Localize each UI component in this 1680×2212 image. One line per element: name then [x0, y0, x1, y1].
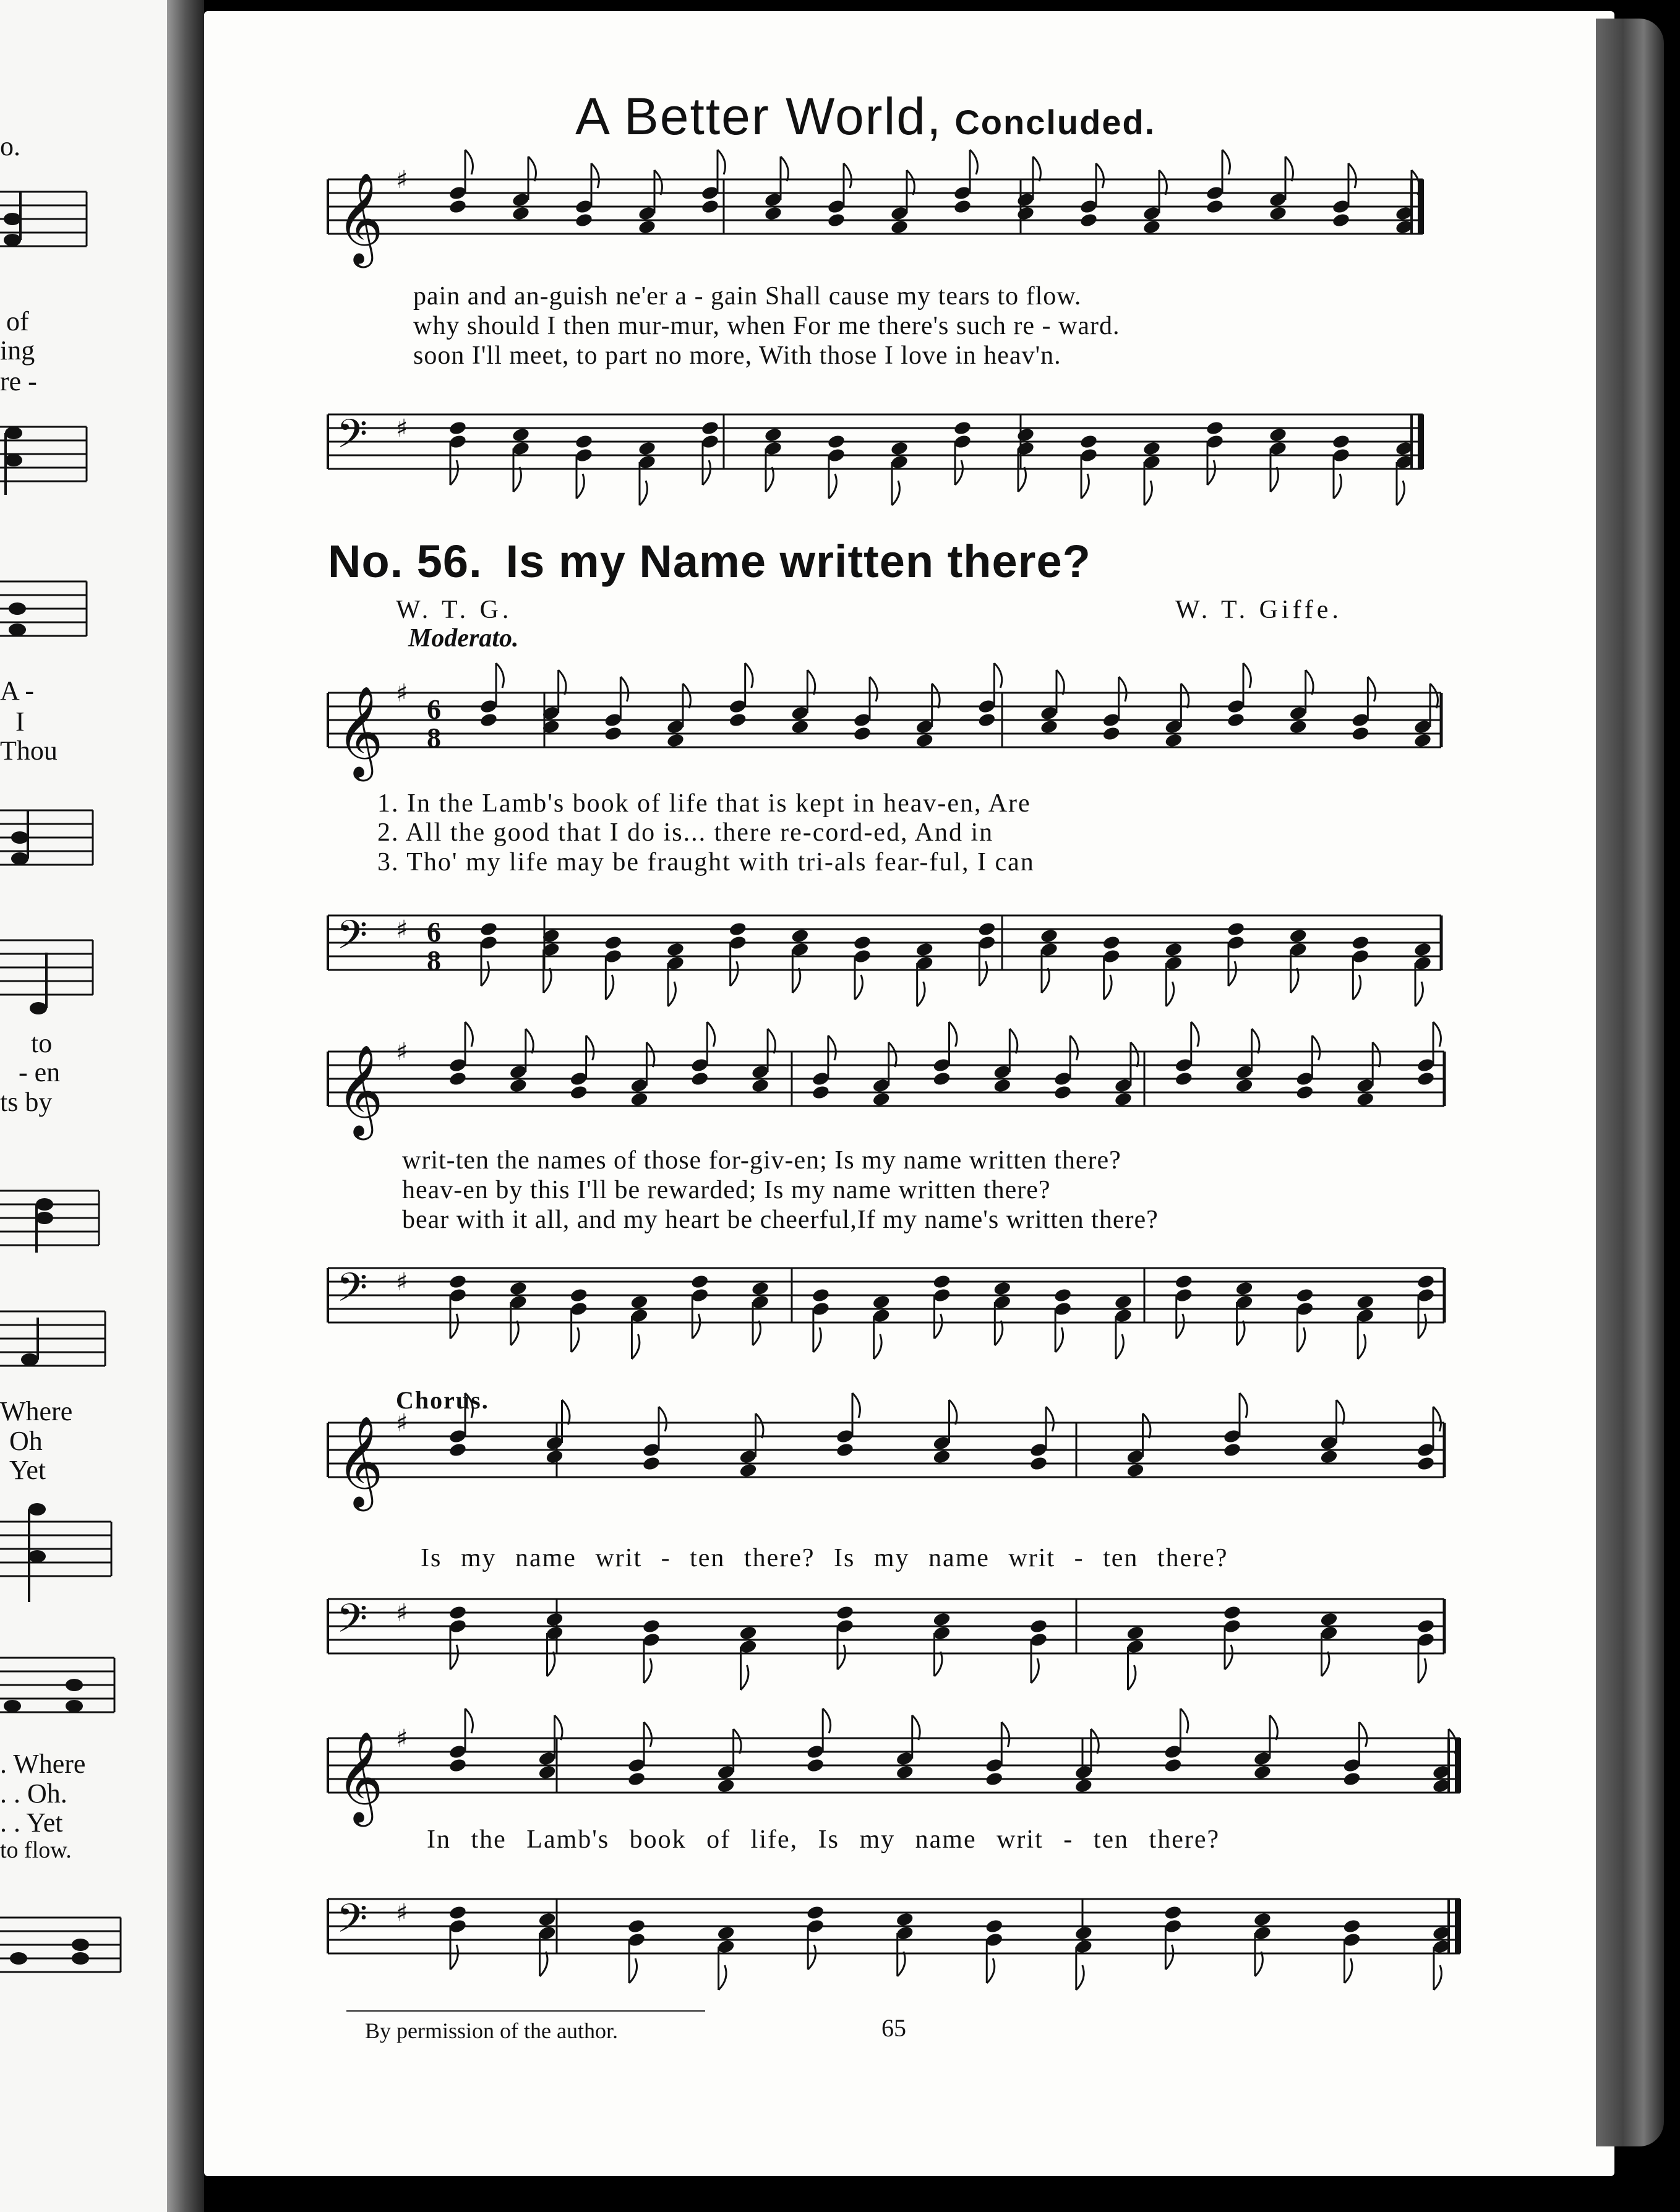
note-head [1174, 1274, 1193, 1290]
song-title-text: A Better World, [575, 87, 943, 145]
page-edge [1596, 19, 1664, 2146]
note-head [716, 1778, 735, 1794]
note-head [739, 1625, 758, 1641]
note-head [1227, 921, 1246, 937]
note-head [638, 219, 657, 235]
sharp-icon: ♯ [396, 1599, 408, 1627]
treble-clef-icon: 𝄞 [336, 1731, 384, 1823]
note-head [1029, 1455, 1048, 1472]
note-head [1079, 434, 1099, 450]
left-fragment: . . Oh. [0, 1778, 67, 1809]
lyric-line: why should I then mur-mur, when For me there's such re - ward. [413, 312, 1120, 340]
time-signature-bottom: 8 [427, 945, 441, 976]
note-head [1319, 1611, 1339, 1627]
left-staff-fragment [0, 1178, 118, 1271]
note-head [1142, 440, 1162, 457]
bass-clef-icon: 𝄢 [336, 1596, 368, 1652]
note-head [1416, 1071, 1436, 1087]
note-head [1040, 928, 1059, 944]
left-staff-fragment [0, 408, 118, 501]
note-head [993, 1280, 1012, 1297]
note-head [1269, 427, 1288, 443]
system1-bass-staff [322, 390, 1447, 513]
system3-treble-staff [322, 1027, 1447, 1151]
left-fragment: Thou [0, 735, 58, 766]
left-fragment: Yet [9, 1455, 46, 1485]
note-head [1235, 1078, 1254, 1094]
note-head [642, 1455, 661, 1472]
verse-line: bear with it all, and my heart be cheerful,If my name's written there? [402, 1206, 1159, 1234]
note-head [1102, 935, 1121, 951]
left-fragment: . . Yet [0, 1807, 63, 1838]
lyric-line: soon I'll meet, to part no more, With those I love in heav'n. [413, 341, 1061, 370]
note-head [1164, 941, 1183, 958]
note-head [1235, 1280, 1254, 1297]
note-head [993, 1078, 1012, 1094]
left-fragment: - en [19, 1057, 61, 1087]
note-head [509, 1078, 528, 1094]
note-head [545, 1449, 564, 1465]
treble-clef-icon: 𝄞 [336, 685, 384, 778]
note-head [1332, 212, 1351, 228]
music-credit: W. T. Giffe. [1175, 596, 1342, 624]
note-head [630, 1294, 649, 1310]
book-gutter [167, 0, 204, 2212]
note-head [666, 732, 685, 748]
note-head [1416, 1455, 1436, 1472]
sharp-icon: ♯ [396, 915, 408, 944]
note-head [827, 212, 846, 228]
bass-clef-icon: 𝄢 [336, 411, 368, 467]
left-fragment: Where [0, 1396, 73, 1426]
note-head [812, 1084, 831, 1100]
note-head [479, 921, 499, 937]
left-staff-fragment [0, 1299, 118, 1392]
system4-bass-staff [322, 1580, 1447, 1704]
note-head [448, 420, 468, 436]
left-fragment: ing [0, 335, 35, 366]
note-head [895, 1911, 914, 1927]
note-head [932, 1449, 951, 1465]
lyric-line: pain and an-guish ne'er a - gain Shall cause my tears to flow. [413, 282, 1082, 311]
left-staff-fragment [0, 1497, 118, 1621]
bass-clef-icon: 𝄢 [336, 912, 368, 968]
note-head [1269, 205, 1288, 221]
note-head [1074, 1925, 1094, 1941]
chorus-line: Is my name writ - ten there? Is my name writ - ten there? [421, 1544, 1228, 1572]
note-head [1053, 1287, 1073, 1303]
note-head [1342, 1918, 1361, 1934]
note-head [690, 1274, 709, 1290]
note-head [509, 1280, 528, 1297]
hymn-title-text: Is my Name written there? [505, 536, 1091, 587]
note-head [716, 1925, 735, 1941]
chorus-label: Chorus. [396, 1386, 489, 1414]
note-head [575, 434, 594, 450]
note-head [1016, 205, 1035, 221]
note-head [1102, 726, 1121, 742]
note-head [953, 420, 972, 436]
treble-clef-icon: 𝄞 [336, 172, 384, 264]
left-fragment: ts by [0, 1087, 53, 1117]
hymn-title [328, 535, 1091, 588]
left-staff-fragment [0, 928, 118, 1027]
note-head [512, 205, 531, 221]
note-head [448, 1905, 468, 1921]
note-head [1114, 1294, 1133, 1310]
sharp-icon: ♯ [396, 1409, 408, 1438]
note-head [1126, 1462, 1145, 1478]
note-head [890, 219, 909, 235]
note-head [1164, 1905, 1183, 1921]
words-credit: W. T. G. [396, 596, 513, 624]
left-staff-fragment [0, 798, 118, 891]
note-head [545, 1611, 564, 1627]
note-head [827, 434, 846, 450]
note-head [895, 1764, 914, 1780]
permission-note: By permission of the author. [365, 2018, 618, 2043]
note-head [690, 1071, 709, 1087]
note-head [1040, 719, 1059, 735]
note-head [1356, 1091, 1375, 1107]
tempo-marking: Moderato. [408, 624, 519, 653]
treble-clef-icon: 𝄞 [336, 1044, 384, 1136]
note-head [627, 1771, 646, 1787]
note-head [1223, 1605, 1242, 1621]
note-head [569, 1287, 588, 1303]
system2-treble-staff [322, 656, 1447, 779]
note-head [538, 1764, 557, 1780]
note-head [666, 941, 685, 958]
left-fragment: . Where [0, 1749, 86, 1779]
note-head [1079, 212, 1099, 228]
note-head [806, 1905, 825, 1921]
note-head [701, 420, 720, 436]
note-head [1413, 941, 1433, 958]
note-head [915, 732, 934, 748]
song-subtitle: Concluded. [954, 103, 1156, 142]
system1-treble-staff [322, 167, 1447, 266]
note-head [1206, 420, 1225, 436]
note-head [1253, 1911, 1272, 1927]
verse-line: 1. In the Lamb's book of life that is kept in heav-en, Are [377, 789, 1031, 818]
note-head [512, 427, 531, 443]
sharp-icon: ♯ [396, 1268, 408, 1297]
bass-clef-icon: 𝄢 [336, 1896, 368, 1952]
note-head [1016, 427, 1035, 443]
note-head [953, 199, 972, 215]
note-head [1126, 1625, 1145, 1641]
verse-line: 3. Tho' my life may be fraught with tri-als fear-ful, I can [377, 848, 1035, 877]
note-head [448, 1442, 468, 1458]
note-head [728, 712, 747, 728]
note-head [642, 1618, 661, 1634]
left-staff-fragment [0, 179, 118, 272]
note-head [853, 726, 872, 742]
note-head [764, 205, 783, 221]
note-head [836, 1442, 855, 1458]
chorus-line: In the Lamb's book of life, Is my name writ - ten there? [427, 1825, 1220, 1854]
note-head [448, 199, 468, 215]
note-head [1114, 1091, 1133, 1107]
note-head [728, 921, 747, 937]
note-head [932, 1611, 951, 1627]
sharp-icon: ♯ [396, 1038, 408, 1066]
note-head [791, 719, 810, 735]
note-head [872, 1294, 891, 1310]
note-head [448, 1071, 468, 1087]
time-signature-top: 6 [427, 693, 441, 725]
note-head [1164, 1757, 1183, 1773]
note-head [448, 1757, 468, 1773]
note-head [1351, 726, 1370, 742]
system5-bass-staff [322, 1874, 1447, 2010]
bass-clef-icon: 𝄢 [336, 1265, 368, 1321]
system2-bass-staff [322, 885, 1447, 1008]
note-head [977, 712, 996, 728]
sharp-icon: ♯ [396, 166, 408, 194]
left-staff-fragment [0, 1645, 124, 1738]
verse-line: 2. All the good that I do is... there re-cord-ed, And in [377, 818, 994, 847]
note-head [751, 1280, 770, 1297]
note-head [630, 1091, 649, 1107]
note-head [1253, 1764, 1272, 1780]
note-head [1174, 1071, 1193, 1087]
page-number: 65 [881, 2014, 906, 2042]
note-head [1416, 1618, 1436, 1634]
time-signature-bottom: 8 [427, 722, 441, 753]
note-head [1413, 732, 1433, 748]
note-head [890, 440, 909, 457]
left-fragment: A - [0, 675, 34, 706]
note-head [575, 212, 594, 228]
note-head [915, 941, 934, 958]
note-head [604, 726, 623, 742]
left-fragment: of [6, 306, 29, 337]
note-head [1332, 434, 1351, 450]
left-staff-fragment [0, 1905, 130, 1998]
sharp-icon: ♯ [396, 1725, 408, 1753]
note-head [1029, 1618, 1048, 1634]
left-fragment: o. [0, 131, 20, 161]
sharp-icon: ♯ [396, 1899, 408, 1927]
note-head [1288, 719, 1308, 735]
note-head [538, 1911, 557, 1927]
note-head [448, 1605, 468, 1621]
note-head [872, 1091, 891, 1107]
time-signature-top: 6 [427, 916, 441, 948]
note-head [1288, 928, 1308, 944]
note-head [701, 199, 720, 215]
note-head [932, 1071, 951, 1087]
note-head [791, 928, 810, 944]
left-fragment: re - [0, 366, 37, 397]
note-head [1319, 1449, 1339, 1465]
footer-rule [346, 2010, 705, 2012]
note-head [1227, 712, 1246, 728]
sharp-icon: ♯ [396, 414, 408, 443]
note-head [448, 1274, 468, 1290]
note-head [1142, 219, 1162, 235]
note-head [1295, 1084, 1314, 1100]
note-head [932, 1274, 951, 1290]
note-head [479, 712, 499, 728]
note-head [977, 921, 996, 937]
note-head [1206, 199, 1225, 215]
left-fragment: I [15, 706, 25, 737]
system3-bass-staff [322, 1237, 1447, 1379]
note-head [1351, 935, 1370, 951]
note-head [638, 440, 657, 457]
left-staff-fragment [0, 569, 118, 662]
note-head [985, 1771, 1004, 1787]
treble-clef-icon: 𝄞 [336, 1415, 384, 1507]
note-head [1356, 1294, 1375, 1310]
note-head [1416, 1274, 1436, 1290]
note-head [806, 1757, 825, 1773]
verse-line: heav-en by this I'll be rewarded; Is my name written there? [402, 1176, 1051, 1204]
left-fragment: to flow. [0, 1837, 72, 1863]
note-head [812, 1287, 831, 1303]
note-head [764, 427, 783, 443]
note-head [985, 1918, 1004, 1934]
note-head [569, 1084, 588, 1100]
note-head [1164, 732, 1183, 748]
note-head [836, 1605, 855, 1621]
verse-line: writ-ten the names of those for-giv-en; Is my name written there? [402, 1146, 1121, 1175]
sharp-icon: ♯ [396, 679, 408, 708]
note-head [604, 935, 623, 951]
note-head [739, 1462, 758, 1478]
left-fragment: to [31, 1028, 53, 1058]
left-fragment: Oh [9, 1426, 43, 1456]
note-head [1074, 1778, 1094, 1794]
note-head [853, 935, 872, 951]
note-head [751, 1078, 770, 1094]
song-title [575, 87, 1155, 147]
note-head [627, 1918, 646, 1934]
note-head [1342, 1771, 1361, 1787]
note-head [1053, 1084, 1073, 1100]
hymn-number: No. 56. [328, 536, 482, 587]
system4-treble-staff [322, 1398, 1447, 1534]
system5-treble-staff [322, 1713, 1447, 1843]
note-head [1223, 1442, 1242, 1458]
note-head [1295, 1287, 1314, 1303]
